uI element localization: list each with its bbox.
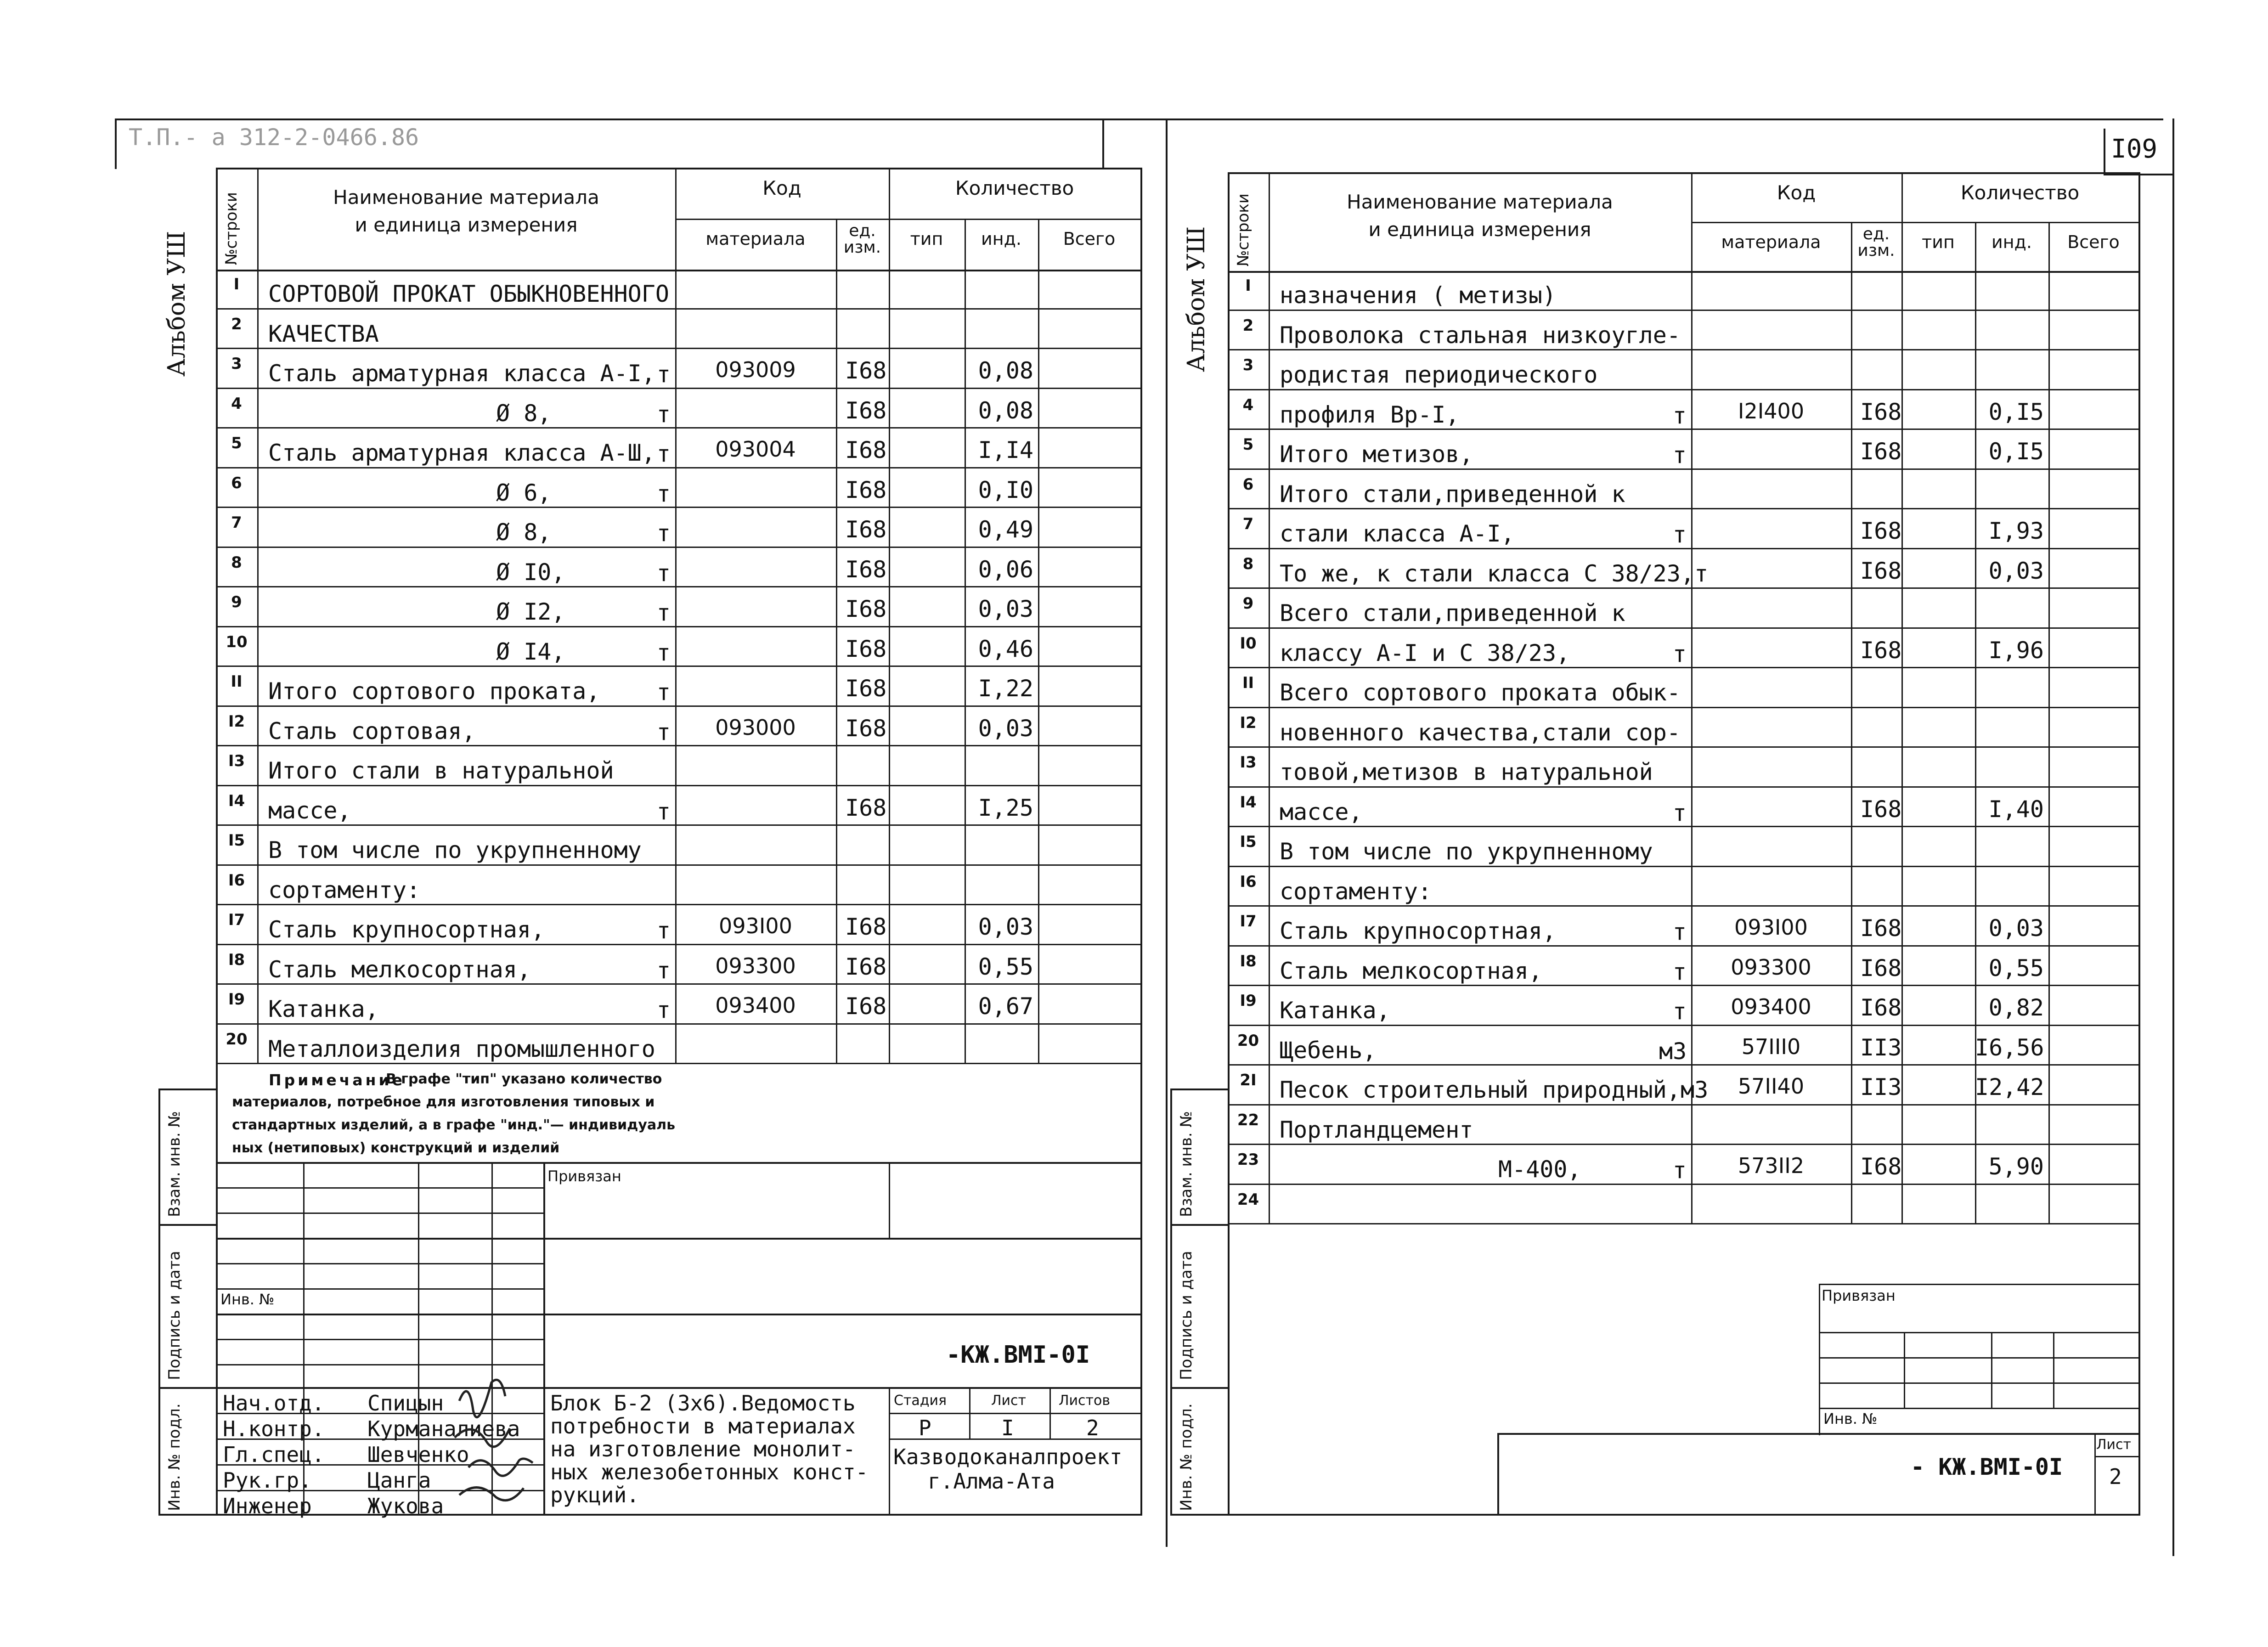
material-unit: т <box>656 400 671 428</box>
grid-line <box>836 219 837 1064</box>
unit-code: I68 <box>1860 1153 1902 1180</box>
grid-line <box>257 168 259 1064</box>
grid-line <box>1228 508 2138 509</box>
row-number: I3 <box>228 752 245 770</box>
header-name-line1: Наименование материала <box>1347 191 1613 213</box>
title-line2: потребности в материалах <box>550 1414 856 1438</box>
grid-line <box>1691 172 1693 1224</box>
material-name: новенного качества,стали сор- <box>1280 719 1681 746</box>
unit-code: I68 <box>845 596 887 622</box>
ind-value: 0,82 <box>1988 994 2044 1021</box>
row-number: 20 <box>1237 1031 1259 1050</box>
material-code: 093009 <box>715 357 796 382</box>
grid-line <box>216 270 1140 271</box>
material-name: Итого метизов, <box>1280 441 1473 468</box>
ind-value: 0,03 <box>978 715 1033 742</box>
row-number: I <box>1245 276 1251 295</box>
unit-code: I68 <box>845 715 887 742</box>
row-number: I2 <box>1240 713 1257 732</box>
material-name: Итого сортового проката, <box>268 678 600 705</box>
row-number: 3 <box>231 355 242 373</box>
row-number: 2 <box>1242 316 1254 335</box>
material-name: Итого стали,приведенной к <box>1280 480 1625 508</box>
material-code: 573II2 <box>1738 1153 1805 1178</box>
material-name: массе, <box>1280 798 1363 825</box>
row-number: 6 <box>231 474 242 492</box>
row-number: 2 <box>231 315 242 333</box>
row-number: I7 <box>228 911 245 929</box>
row-number: 7 <box>1242 515 1254 533</box>
grid-line <box>1228 905 2138 907</box>
sheet-label: Лист <box>991 1393 1027 1409</box>
header-unit-1: ед. <box>1862 224 1890 243</box>
grid-line <box>216 547 1140 548</box>
material-name: Сталь крупносортная, <box>268 916 545 943</box>
material-name: Всего сортового проката обык- <box>1280 679 1681 706</box>
row-number: 10 <box>226 632 248 651</box>
ind-value: 0,55 <box>978 953 1033 980</box>
row-number: I8 <box>228 950 245 969</box>
unit-code: I68 <box>845 993 887 1020</box>
grid-line <box>216 467 1140 468</box>
unit-code: I68 <box>845 635 887 662</box>
material-unit: т <box>1672 998 1687 1025</box>
unit-code: I68 <box>1860 557 1902 584</box>
material-name: Ø I2, <box>496 598 565 625</box>
material-name: Итого стали в натуральной <box>268 757 614 784</box>
grid-line <box>216 864 1140 866</box>
material-code: 093000 <box>715 715 796 740</box>
material-unit: т <box>1672 640 1687 667</box>
unit-code: I68 <box>845 397 887 424</box>
header-quantity: Количество <box>955 177 1074 199</box>
material-name: То же, к стали класса С 38/23,т <box>1280 560 1709 587</box>
material-name: Песок строительный природный,м3 <box>1280 1077 1709 1103</box>
material-unit: т <box>656 997 671 1023</box>
ind-value: I,22 <box>978 675 1033 702</box>
grid-line <box>216 666 1140 667</box>
grid-line <box>1228 1144 2138 1145</box>
inv-label-right: Инв. № подл. <box>1177 1403 1196 1511</box>
ind-value: 0,67 <box>978 993 1033 1020</box>
row-number: I6 <box>228 871 245 890</box>
grid-line <box>1691 222 2138 223</box>
privyazan-label: Привязан <box>547 1168 621 1185</box>
grid-line <box>1228 1104 2138 1106</box>
inv-label-left: Инв. № подл. <box>165 1403 184 1511</box>
ind-value: 0,03 <box>978 596 1033 622</box>
row-number: 2I <box>1240 1071 1257 1089</box>
row-number: 9 <box>231 593 242 611</box>
header-name-line1: Наименование материала <box>333 186 599 209</box>
material-name: Сталь арматурная класса А-I, <box>268 360 655 387</box>
grid-line <box>216 507 1140 508</box>
row-number: 20 <box>226 1030 248 1049</box>
material-code: 57II40 <box>1738 1074 1805 1099</box>
grid-line <box>216 168 1140 169</box>
sheet-value: I <box>1001 1416 1014 1440</box>
album-label-left: Альбом УШ <box>163 231 191 377</box>
org-line1: Казводоканалпроект <box>893 1444 1123 1469</box>
ind-value: 0,08 <box>978 397 1033 424</box>
role-4: Рук.гр. <box>223 1468 312 1493</box>
material-code: 093I00 <box>1734 915 1808 940</box>
row-number: II <box>231 672 243 691</box>
name-2: Курманалиева <box>367 1416 520 1441</box>
header-code: Код <box>1777 181 1816 204</box>
grid-line <box>1228 786 2138 788</box>
unit-code: I68 <box>1860 915 1902 942</box>
page-number: I09 <box>2111 134 2158 164</box>
material-name: Сталь сортовая, <box>268 717 476 745</box>
note-line1: В графе "тип" указано количество <box>386 1071 662 1087</box>
unit-code: II3 <box>1860 1074 1902 1100</box>
ind-value: I2,42 <box>1975 1074 2044 1100</box>
header-unit-1: ед. <box>849 221 876 240</box>
grid-line <box>1901 172 1903 1224</box>
grid-line <box>1228 271 2138 273</box>
podpis-label-left: Подпись и дата <box>165 1251 184 1380</box>
corner-note: Т.П.- а 312-2-0466.86 <box>129 124 419 151</box>
name-4: Цанга <box>367 1468 431 1493</box>
ind-value: I,40 <box>1988 795 2044 823</box>
grid-line <box>216 388 1140 389</box>
title-line3: на изготовление монолит- <box>550 1437 856 1461</box>
material-name: родистая периодического <box>1280 361 1598 388</box>
material-unit: т <box>656 440 671 467</box>
row-number: I5 <box>1240 833 1257 851</box>
sheets-value: 2 <box>1086 1416 1099 1440</box>
material-name: массе, <box>268 797 351 824</box>
vzam-label-left: Взам. инв. № <box>165 1111 184 1217</box>
role-2: Н.контр. <box>223 1416 325 1441</box>
material-name: Катанка, <box>268 996 379 1022</box>
row-number: 4 <box>231 394 242 413</box>
material-unit: т <box>1672 402 1687 429</box>
row-number: 9 <box>1242 594 1254 613</box>
header-unit-2: изм. <box>1857 241 1895 260</box>
material-name: М-400, <box>1498 1156 1581 1183</box>
unit-code: I68 <box>1860 438 1902 465</box>
material-unit: т <box>656 957 671 984</box>
ind-value: 0,03 <box>1988 915 2044 942</box>
row-number: 8 <box>1242 554 1254 573</box>
signatures-image <box>441 1369 560 1516</box>
grid-line <box>216 626 1140 627</box>
name-5: Жукова <box>367 1494 444 1518</box>
material-name: КАЧЕСТВА <box>268 320 379 347</box>
grid-line <box>1269 172 1270 1224</box>
title-line1: Блок Б-2 (3х6).Ведомость <box>550 1391 856 1416</box>
material-name: назначения ( метизы) <box>1280 282 1557 309</box>
unit-code: I68 <box>1860 637 1902 664</box>
grid-line <box>216 904 1140 905</box>
header-unit-2: изм. <box>843 238 881 257</box>
unit-code: I68 <box>845 476 887 503</box>
material-name: классу А-I и С 38/23, <box>1280 639 1570 666</box>
row-number: 7 <box>231 513 242 532</box>
row-number: 8 <box>231 553 242 572</box>
grid-line <box>1228 172 2138 174</box>
material-unit: т <box>656 679 671 705</box>
unit-code: I68 <box>845 437 887 463</box>
title-line4: ных железобетонных конст- <box>550 1460 869 1484</box>
ind-value: 0,55 <box>1988 954 2044 981</box>
row-number: I9 <box>1240 992 1257 1010</box>
grid-line <box>216 586 1140 587</box>
material-name: Сталь арматурная класса А-Ш, <box>268 440 655 466</box>
unit-code: I68 <box>845 357 887 384</box>
header-row-no: №строки <box>1234 193 1252 266</box>
row-number: I8 <box>1240 952 1257 970</box>
material-name: Щебень, <box>1280 1037 1377 1064</box>
right-inv-no-label: Инв. № <box>1823 1410 1878 1427</box>
material-unit: т <box>656 917 671 944</box>
doc-code: -КЖ.ВМI-0I <box>946 1341 1090 1369</box>
grid-line <box>1851 222 1852 1225</box>
material-unit: т <box>656 798 671 825</box>
ind-value: 0,08 <box>978 357 1033 384</box>
ind-value: I,I4 <box>978 437 1033 463</box>
header-ind: инд. <box>1992 231 2032 252</box>
material-code: I2I400 <box>1738 398 1805 423</box>
grid-line <box>216 745 1140 746</box>
ind-value: 0,I0 <box>978 476 1033 503</box>
ind-value: 0,49 <box>978 516 1033 543</box>
row-number: 24 <box>1237 1190 1259 1209</box>
header-ind: инд. <box>981 229 1021 249</box>
header-row-no: №строки <box>222 192 241 265</box>
material-name: Катанка, <box>1280 997 1390 1024</box>
grid-line <box>1228 1223 2138 1224</box>
row-number: 3 <box>1242 356 1254 374</box>
grid-line <box>1038 219 1039 1064</box>
material-name: В том числе по укрупненному <box>1280 838 1653 865</box>
unit-code: II3 <box>1860 1034 1902 1061</box>
material-unit: т <box>1672 799 1687 826</box>
header-material: материала <box>1721 231 1821 252</box>
material-name: сортаменту: <box>268 876 421 903</box>
grid-line <box>216 1023 1140 1025</box>
note-line2: материалов, потребное для изготовления типовых и <box>232 1094 655 1110</box>
material-code: 093I00 <box>719 914 792 938</box>
unit-code: I68 <box>1860 994 1902 1021</box>
ind-value: I,93 <box>1988 518 2044 544</box>
material-unit: м3 <box>1659 1038 1687 1065</box>
material-unit: т <box>656 480 671 507</box>
ind-value: 0,03 <box>978 914 1033 940</box>
row-number: I4 <box>1240 793 1257 812</box>
podpis-label-right: Подпись и дата <box>1177 1251 1196 1380</box>
role-3: Гл.спец. <box>223 1442 325 1467</box>
row-number: I0 <box>1240 634 1257 653</box>
material-name: профиля Вр-I, <box>1280 401 1460 428</box>
vzam-label-right: Взам. инв. № <box>1177 1111 1196 1217</box>
unit-code: I68 <box>845 556 887 583</box>
grid-line <box>889 168 890 1064</box>
material-name: Сталь мелкосортная, <box>268 956 531 983</box>
grid-line <box>216 824 1140 826</box>
grid-line <box>1228 746 2138 748</box>
org-line2: г.Алма-Ата <box>928 1469 1055 1494</box>
row-number: 22 <box>1237 1111 1259 1129</box>
row-number: I9 <box>228 990 245 1009</box>
header-total: Всего <box>1063 229 1116 249</box>
grid-line <box>1228 707 2138 708</box>
note-line4: ных (нетиповых) конструкций и изделий <box>232 1140 560 1156</box>
material-unit: т <box>656 361 671 388</box>
grid-line <box>216 1063 1140 1064</box>
grid-line <box>1228 389 2138 390</box>
header-quantity: Количество <box>1960 181 2080 204</box>
ind-value: 0,46 <box>978 635 1033 662</box>
unit-code: I68 <box>845 516 887 543</box>
material-unit: т <box>1672 442 1687 468</box>
material-name: СОРТОВОЙ ПРОКАТ ОБЫКНОВЕННОГО <box>268 281 669 307</box>
grid-line <box>1228 349 2138 350</box>
material-name: Металлоизделия промышленного <box>268 1035 655 1062</box>
grid-line <box>216 348 1140 349</box>
material-name: Ø 8, <box>496 400 552 427</box>
header-type: тип <box>910 229 943 249</box>
row-number: 23 <box>1237 1151 1259 1169</box>
material-name: товой,метизов в натуральной <box>1280 759 1653 785</box>
material-name: стали класса А-I, <box>1280 520 1515 547</box>
row-number: I3 <box>1240 753 1257 772</box>
grid-line <box>1228 866 2138 867</box>
grid-line <box>1228 587 2138 589</box>
material-code: 093400 <box>715 993 796 1018</box>
ind-value: I,25 <box>978 794 1033 821</box>
material-unit: т <box>656 718 671 745</box>
grid-line <box>216 705 1140 707</box>
name-1: Спицын <box>367 1391 444 1416</box>
header-material: материала <box>705 229 806 249</box>
material-unit: т <box>656 639 671 666</box>
row-number: 4 <box>1242 395 1254 414</box>
grid-line <box>1140 168 1142 1064</box>
material-unit: т <box>1672 958 1687 985</box>
material-name: В том числе по укрупненному <box>268 837 642 863</box>
row-number: 6 <box>1242 475 1254 494</box>
header-name-line2: и единица измерения <box>1368 218 1591 241</box>
material-unit: т <box>1672 521 1687 548</box>
grid-line <box>1228 310 2138 311</box>
grid-line <box>216 168 218 1064</box>
material-unit: т <box>1672 1157 1687 1184</box>
ind-value: 0,03 <box>1988 557 2044 584</box>
sheets-label: Листов <box>1059 1393 1111 1409</box>
grid-line <box>216 944 1140 945</box>
ind-value: 0,I5 <box>1988 438 2044 465</box>
grid-line <box>2138 172 2140 1224</box>
row-number: I7 <box>1240 912 1257 931</box>
ind-value: 0,I5 <box>1988 398 2044 425</box>
row-number: I <box>233 275 240 293</box>
material-unit: т <box>656 559 671 587</box>
grid-line <box>216 427 1140 429</box>
row-number: I5 <box>228 831 245 850</box>
row-number: I2 <box>228 712 245 731</box>
material-code: 093400 <box>1731 994 1811 1019</box>
unit-code: I68 <box>845 675 887 702</box>
header-name-line2: и единица измерения <box>355 214 578 236</box>
material-unit: т <box>656 599 671 626</box>
header-type: тип <box>1922 231 1955 252</box>
material-name: Сталь мелкосортная, <box>1280 957 1542 984</box>
header-code: Код <box>762 177 801 199</box>
name-3: Шевченко <box>367 1442 469 1467</box>
right-doc-code: - КЖ.ВМI-0I <box>1911 1454 2063 1480</box>
material-name: Ø I0, <box>496 558 565 586</box>
grid-line <box>675 219 1140 220</box>
grid-line <box>216 308 1140 310</box>
role-1: Нач.отд. <box>223 1391 325 1416</box>
material-name: сортаменту: <box>1280 878 1432 905</box>
row-number: I6 <box>1240 872 1257 891</box>
note-line3: стандартных изделий, а в графе "инд."— индивидуаль <box>232 1117 676 1133</box>
right-sheet-label: Лист <box>2096 1437 2132 1453</box>
material-unit: т <box>656 520 671 547</box>
material-name: Ø 6, <box>496 479 552 506</box>
unit-code: I68 <box>1860 795 1902 823</box>
header-total: Всего <box>2067 231 2120 252</box>
material-name: Ø I4, <box>496 638 565 665</box>
grid-line <box>2048 222 2050 1225</box>
unit-code: I68 <box>1860 954 1902 981</box>
stage-value: Р <box>919 1416 931 1440</box>
ind-value: 0,06 <box>978 556 1033 583</box>
right-sheet-value: 2 <box>2109 1464 2122 1489</box>
row-number: 5 <box>1242 435 1254 454</box>
material-name: Портландцемент <box>1280 1116 1473 1143</box>
note-title: Примечание <box>269 1071 405 1089</box>
material-name: Ø 8, <box>496 519 552 546</box>
role-5: Инженер <box>223 1494 312 1518</box>
ind-value: I6,56 <box>1975 1034 2044 1061</box>
grid-line <box>216 785 1140 786</box>
right-privyazan-label: Привязан <box>1822 1287 1896 1304</box>
material-code: 093004 <box>715 437 796 462</box>
material-name: Сталь крупносортная, <box>1280 918 1557 944</box>
unit-code: I68 <box>1860 518 1902 544</box>
stage-label: Стадия <box>894 1393 947 1409</box>
unit-code: I68 <box>845 914 887 940</box>
material-code: 093300 <box>1731 954 1811 980</box>
grid-line <box>216 983 1140 985</box>
material-code: 093300 <box>715 953 796 978</box>
material-unit: т <box>1672 919 1687 945</box>
unit-code: I68 <box>1860 398 1902 425</box>
ind-value: 5,90 <box>1988 1153 2044 1180</box>
album-label-right: Альбом УШ <box>1183 226 1210 372</box>
material-code: 57III0 <box>1741 1034 1801 1059</box>
unit-code: I68 <box>845 794 887 821</box>
unit-code: I68 <box>845 953 887 980</box>
material-name: Проволока стальная низкоугле- <box>1280 322 1681 349</box>
grid-line <box>1228 627 2138 629</box>
inv-no-label: Инв. № <box>220 1291 275 1308</box>
row-number: 5 <box>231 434 242 452</box>
row-number: II <box>1242 674 1254 692</box>
ind-value: I,96 <box>1988 637 2044 664</box>
row-number: I4 <box>228 791 245 810</box>
material-name: Всего стали,приведенной к <box>1280 600 1625 626</box>
title-line5: рукций. <box>550 1483 639 1507</box>
